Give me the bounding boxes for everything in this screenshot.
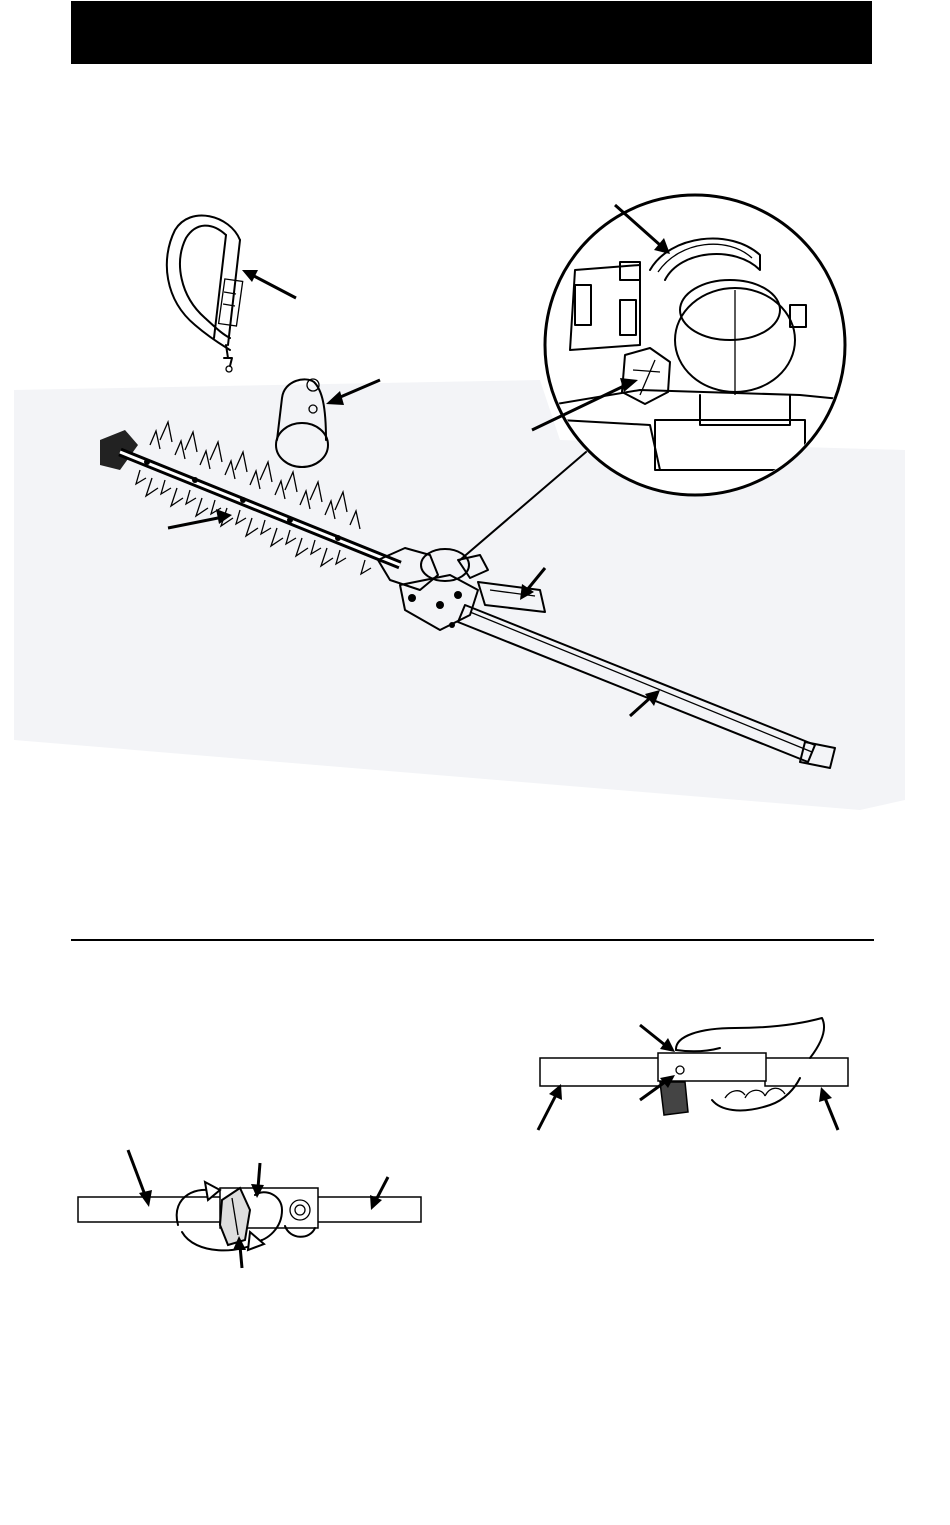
lower-shaft-arrow-2 bbox=[538, 1084, 562, 1130]
hand-top-icon bbox=[676, 1018, 824, 1058]
coupler-body-2 bbox=[658, 1053, 766, 1115]
button-arrow bbox=[640, 1025, 675, 1052]
upper-shaft-tube-2 bbox=[765, 1058, 848, 1086]
upper-shaft-arrow-2 bbox=[819, 1087, 838, 1130]
lower-shaft-tube-2 bbox=[540, 1058, 662, 1086]
